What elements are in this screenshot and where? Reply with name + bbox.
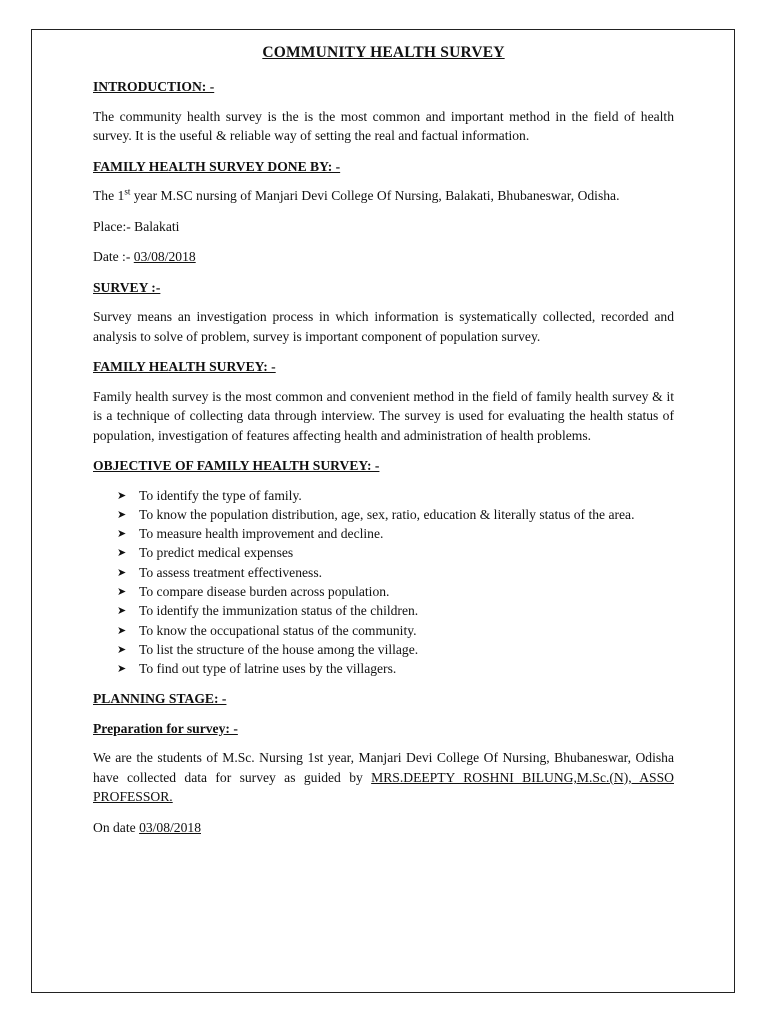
objective-item-text: To measure health improvement and decline. — [139, 526, 384, 542]
guide-name: MRS.DEEPTY ROSHNI BILUNG,M.Sc.(N), ASSO PROFESSOR. — [93, 769, 674, 805]
arrowhead-bullet-icon: ➤ — [117, 527, 127, 541]
planning-text: We are the students of M.Sc. Nursing 1st year, Manjari Devi College Of Nursing, Bhubaneswar, Odisha have collected data for survey as guided by MRS.DEEPTY ROSHNI BILUNG,M.Sc.(N), ASSO PROFESSOR. — [93, 750, 674, 805]
objective-item-text: To know the population distribution, age, sex, ratio, education & literally status of the area. — [139, 506, 635, 522]
objective-item — [117, 505, 674, 524]
place-line: Place:- Balakati — [93, 218, 180, 234]
objective-heading: OBJECTIVE OF FAMILY HEALTH SURVEY: - — [93, 458, 380, 473]
objective-item — [117, 659, 674, 678]
done-by-heading: FAMILY HEALTH SURVEY DONE BY: - — [93, 158, 341, 174]
objective-item-text: To identify the type of family. — [139, 487, 302, 503]
on-date-value: 03/08/2018 — [139, 819, 201, 835]
arrowhead-bullet-icon: ➤ — [117, 488, 127, 502]
family-health-survey-heading: FAMILY HEALTH SURVEY: - — [93, 359, 276, 374]
arrowhead-bullet-icon: ➤ — [117, 642, 127, 656]
arrowhead-bullet-icon: ➤ — [117, 604, 127, 618]
date-line: Date :- 03/08/2018 — [93, 249, 196, 264]
objective-item — [117, 486, 674, 505]
arrowhead-bullet-icon: ➤ — [117, 507, 127, 521]
objective-item-text: To compare disease burden across population. — [139, 583, 390, 599]
done-by-text: The 1st year M.SC nursing of Manjari Devi College Of Nursing, Balakati, Bhubaneswar, Odisha. — [93, 186, 620, 203]
objective-item — [117, 601, 674, 620]
arrowhead-bullet-icon: ➤ — [117, 565, 127, 579]
objective-item — [117, 582, 674, 601]
document-title: COMMUNITY HEALTH SURVEY — [262, 44, 505, 61]
arrowhead-bullet-icon: ➤ — [117, 546, 127, 560]
objective-item-text: To know the occupational status of the community. — [139, 622, 417, 638]
objective-item-text: To list the structure of the house among the village. — [139, 641, 419, 657]
objective-item-text: To predict medical expenses — [139, 545, 294, 561]
arrowhead-bullet-icon: ➤ — [117, 584, 127, 598]
objective-item — [117, 543, 674, 562]
family-health-survey-text: Family health survey is the most common and convenient method in the field of family health survey & it is a technique of collecting data through interview. The survey is used for evaluating the health status of population, investigation of features affecting health and administration of health problems. — [93, 388, 674, 443]
objective-item-text: To assess treatment effectiveness. — [139, 564, 323, 580]
arrowhead-bullet-icon: ➤ — [117, 662, 127, 676]
objective-item — [117, 640, 674, 659]
objective-item-text: To find out type of latrine uses by the villagers. — [139, 661, 397, 677]
objective-item — [117, 621, 674, 640]
objective-item — [117, 563, 674, 582]
document-body — [93, 42, 674, 848]
objective-list — [93, 486, 674, 679]
introduction-heading: INTRODUCTION: - — [93, 79, 215, 94]
introduction-text: The community health survey is the is the most common and important method in the field of health survey. It is the useful & reliable way of setting the real and factual information. — [93, 108, 674, 143]
survey-text: Survey means an investigation process in which information is systematically collected, recorded and analysis to solve of problem, survey is important component of population survey. — [93, 309, 674, 344]
objective-item-text: To identify the immunization status of the children. — [139, 603, 419, 619]
survey-heading: SURVEY :- — [93, 279, 161, 295]
objective-item — [117, 524, 674, 543]
planning-heading: PLANNING STAGE: - — [93, 691, 227, 707]
arrowhead-bullet-icon: ➤ — [117, 623, 127, 637]
preparation-subheading: Preparation for survey: - — [93, 720, 238, 736]
date-value: 03/08/2018 — [133, 249, 196, 264]
on-date-line: On date 03/08/2018 — [93, 819, 201, 835]
